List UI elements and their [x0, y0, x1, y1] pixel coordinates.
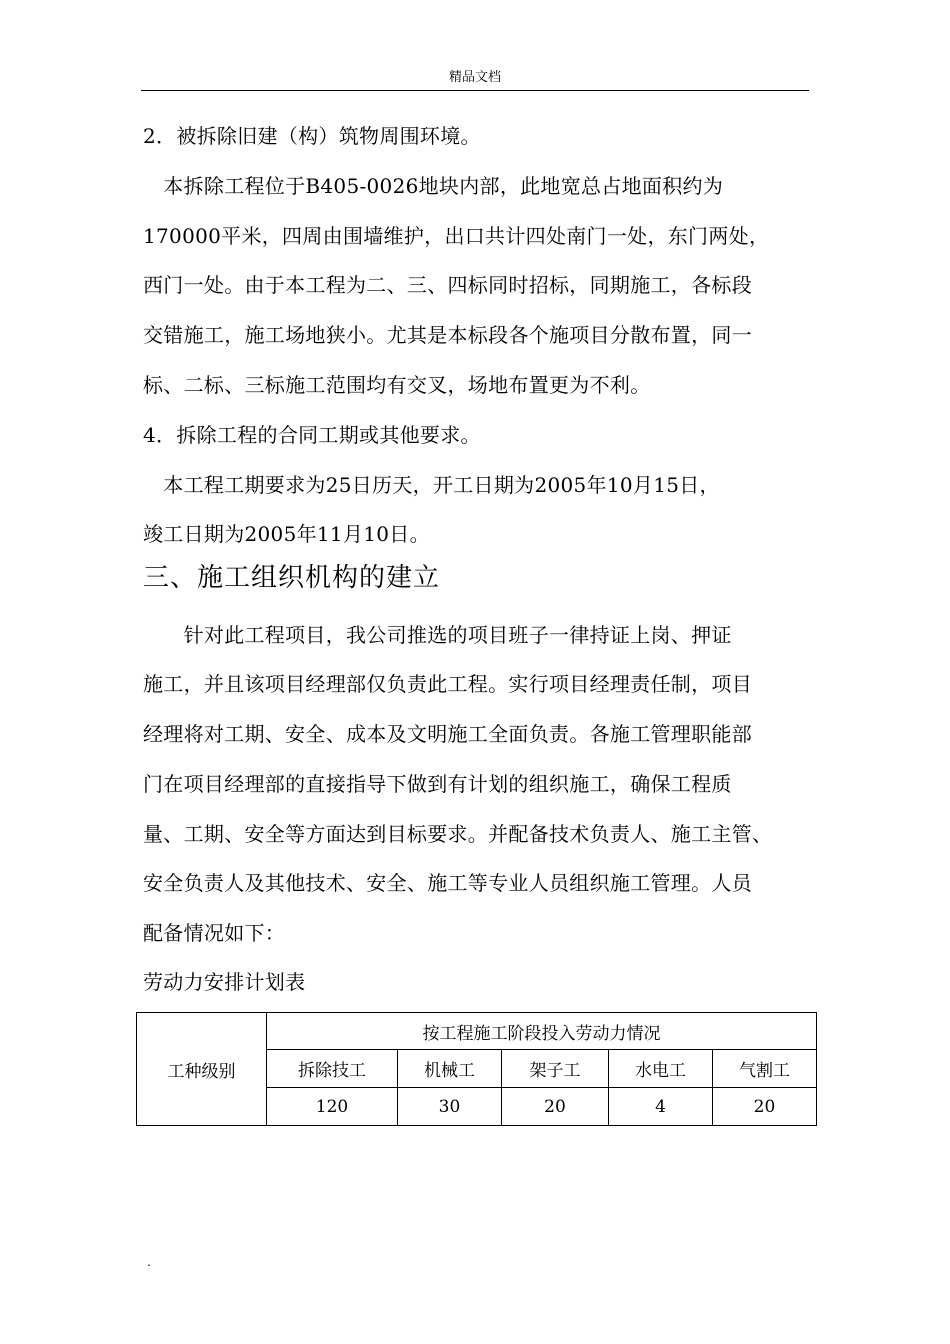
value-cell: 30	[398, 1088, 502, 1126]
column-header-cell: 机械工	[398, 1050, 502, 1088]
column-header-cell: 水电工	[609, 1050, 713, 1088]
section-heading: 三、施工组织机构的建立	[143, 563, 441, 593]
value-cell: 20	[713, 1088, 817, 1126]
header-title: 精品文档	[448, 70, 501, 85]
paragraph-line: 标、二标、三标施工范围均有交叉，场地布置更为不利。	[143, 373, 651, 397]
paragraph-line: 经理将对工期、安全、成本及文明施工全面负责。各施工管理职能部	[143, 722, 752, 746]
column-header-cell: 拆除技工	[267, 1050, 398, 1088]
paragraph-line: 针对此工程项目，我公司推选的项目班子一律持证上岗、押证	[143, 623, 732, 647]
labor-plan-table	[136, 1012, 817, 1126]
paragraph-line: 170000平米，四周由围墙维护，出口共计四处南门一处，东门两处，	[143, 224, 770, 248]
paragraph-line: 交错施工，施工场地狭小。尤其是本标段各个施项目分散布置，同一	[143, 323, 752, 347]
table-caption: 劳动力安排计划表	[143, 970, 306, 994]
paragraph-line: 竣工日期为2005年11月10日。	[143, 522, 430, 546]
value-cell: 20	[502, 1088, 609, 1126]
paragraph-line: 门在项目经理部的直接指导下做到有计划的组织施工，确保工程质	[143, 772, 732, 796]
paragraph-line: 4．拆除工程的合同工期或其他要求。	[143, 423, 481, 447]
paragraph-line: 西门一处。由于本工程为二、三、四标同时招标，同期施工，各标段	[143, 273, 752, 297]
page-header	[141, 70, 809, 91]
column-header-cell: 架子工	[502, 1050, 609, 1088]
footer-mark: .	[147, 1255, 151, 1269]
paragraph-line: 量、工期、安全等方面达到目标要求。并配备技术负责人、施工主管、	[143, 822, 773, 846]
paragraph-line: 配备情况如下：	[143, 921, 286, 945]
column-header-cell: 气割工	[713, 1050, 817, 1088]
paragraph-line: 本工程工期要求为25日历天，开工日期为2005年10月15日，	[143, 473, 720, 497]
value-cell: 4	[609, 1088, 713, 1126]
group-header-cell: 按工程施工阶段投入劳动力情况	[267, 1013, 817, 1050]
paragraph-line: 本拆除工程位于B405-0026地块内部，此地宽总占地面积约为	[143, 174, 724, 198]
row-header-cell: 工种级别	[137, 1013, 267, 1126]
paragraph-line: 施工，并且该项目经理部仅负责此工程。实行项目经理责任制，项目	[143, 672, 752, 696]
value-cell: 120	[267, 1088, 398, 1126]
paragraph-line: 2．被拆除旧建（构）筑物周围环境。	[143, 124, 481, 148]
paragraph-line: 安全负责人及其他技术、安全、施工等专业人员组织施工管理。人员	[143, 871, 752, 895]
